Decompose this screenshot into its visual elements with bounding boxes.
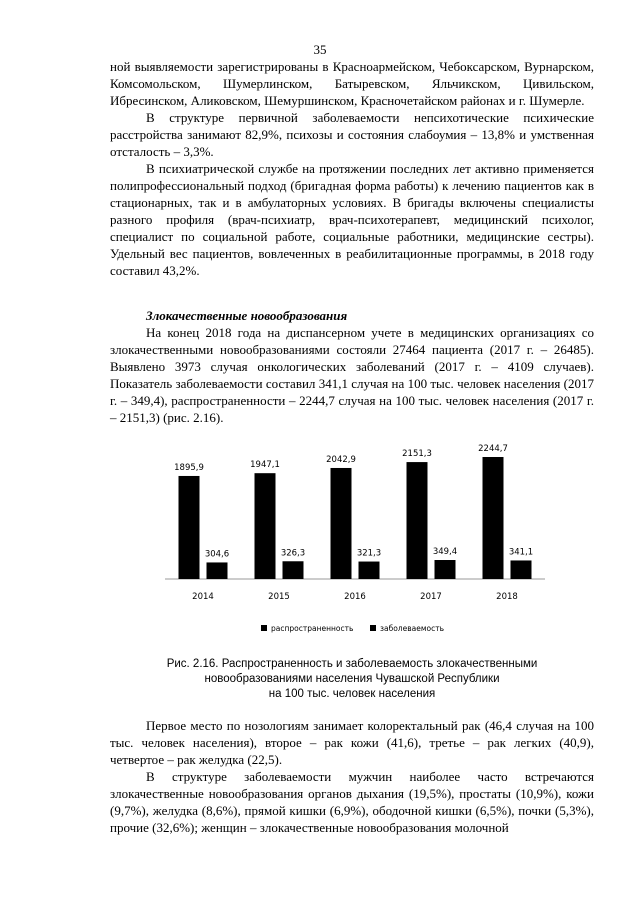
- data-label-incidence: 321,3: [356, 548, 382, 559]
- data-label-incidence: 349,4: [432, 547, 458, 558]
- caption-line: Рис. 2.16. Распространенность и заболеваемость злокачественными: [166, 658, 538, 670]
- caption-line: новообразованиями населения Чувашской Республики: [204, 673, 500, 685]
- data-label-prevalence: 2042,9: [326, 454, 356, 465]
- bar-prevalence: [331, 468, 352, 579]
- page-number: 35: [313, 42, 327, 57]
- bar-incidence: [511, 560, 532, 579]
- figure-caption: [110, 657, 594, 702]
- data-label-prevalence: 1947,1: [250, 460, 280, 471]
- intro-text: [110, 58, 594, 279]
- legend-swatch-incidence: [370, 625, 376, 631]
- bar-prevalence: [483, 457, 504, 579]
- data-label-incidence: 341,1: [508, 547, 534, 558]
- x-tick-label: 2015: [268, 592, 290, 602]
- x-tick-label: 2016: [344, 592, 366, 602]
- bar-incidence: [435, 560, 456, 579]
- legend-swatch-prevalence: [261, 625, 267, 631]
- bar-prevalence: [179, 476, 200, 579]
- paragraph: На конец 2018 года на диспансерном учете в медицинских организациях со злокачественными новообразованиями состояли 27464 пациента (2017 г. – 26485). Выявлено 3973 случая онкологических заболеваний (2017 г. – 4109 случаев). Показатель заболеваемости составил 341,1 случая на 100 тыс. человек населения (2017 г. – 349,4), распространенности – 2244,7 случая на 100 тыс. человек населения (2017 г. – 2151,3) (рис. 2.16).: [110, 325, 594, 425]
- data-label-prevalence: 1895,9: [174, 462, 204, 473]
- data-label-prevalence: 2151,3: [402, 449, 432, 460]
- chart-canvas: [165, 440, 545, 640]
- bar-incidence: [207, 562, 228, 579]
- paragraph: В структуре заболеваемости мужчин наиболее часто встречаются злокачественные новообразования органов дыхания (19,5%), простаты (10,9%), кожи (9,7%), желудка (8,6%), прямой кишки (6,9%), ободочной кишки (6,5%), почки (5,3%), прочие (32,6%); женщин – злокачественные новообразования молочной: [110, 769, 594, 835]
- paragraph: В структуре первичной заболеваемости непсихотические психические расстройства занимают 82,9%, психозы и состояния слабоумия – 13,8% и умственная отсталость – 3,3%.: [110, 110, 594, 159]
- data-label-incidence: 326,3: [280, 548, 306, 559]
- paragraph: Первое место по нозологиям занимает колоректальный рак (46,4 случая на 100 тыс. человек населения), второе – рак кожи (41,6), третье – рак легких (40,9), четвертое – рак желудка (22,5).: [110, 718, 594, 767]
- legend-label-incidence: заболеваемость: [380, 624, 444, 633]
- legend-label-prevalence: распространенность: [271, 624, 354, 633]
- bar-prevalence: [255, 473, 276, 579]
- x-tick-label: 2018: [496, 592, 518, 602]
- section-heading: Злокачественные новообразования: [146, 308, 348, 323]
- paragraph: ной выявляемости зарегистрированы в Красноармейском, Чебоксарском, Вурнарском, Комсомольском, Шумерлинском, Батыревском, Яльчикском, Цивильском, Ибресинском, Аликовском, Шемуршинском, Красночетайском районах и г. Шумерле.: [110, 59, 594, 108]
- bar-incidence: [359, 562, 380, 579]
- closing-text: [110, 717, 594, 836]
- paragraph: В психиатрической службе на протяжении последних лет активно применяется полипрофессиональный подход (бригадная форма работы) к лечению пациентов как в стационарных, так и в амбулаторных условиях. В бригады включены специалисты разного профиля (врач-психиатр, врач-психотерапевт, медицинский психолог, специалист по социальной работе, социальные работники, медицинские сестры). Удельный вес пациентов, вовлеченных в реабилитационные программы, в 2018 году составил 43,2%.: [110, 161, 594, 278]
- section-text: [110, 307, 594, 426]
- data-label-prevalence: 2244,7: [478, 444, 508, 455]
- caption-line: на 100 тыс. человек населения: [268, 688, 436, 700]
- x-tick-label: 2014: [192, 592, 214, 602]
- bar-incidence: [283, 561, 304, 579]
- x-tick-label: 2017: [420, 592, 442, 602]
- bar-prevalence: [407, 462, 428, 579]
- data-label-incidence: 304,6: [204, 549, 230, 560]
- bar-chart: [165, 440, 545, 640]
